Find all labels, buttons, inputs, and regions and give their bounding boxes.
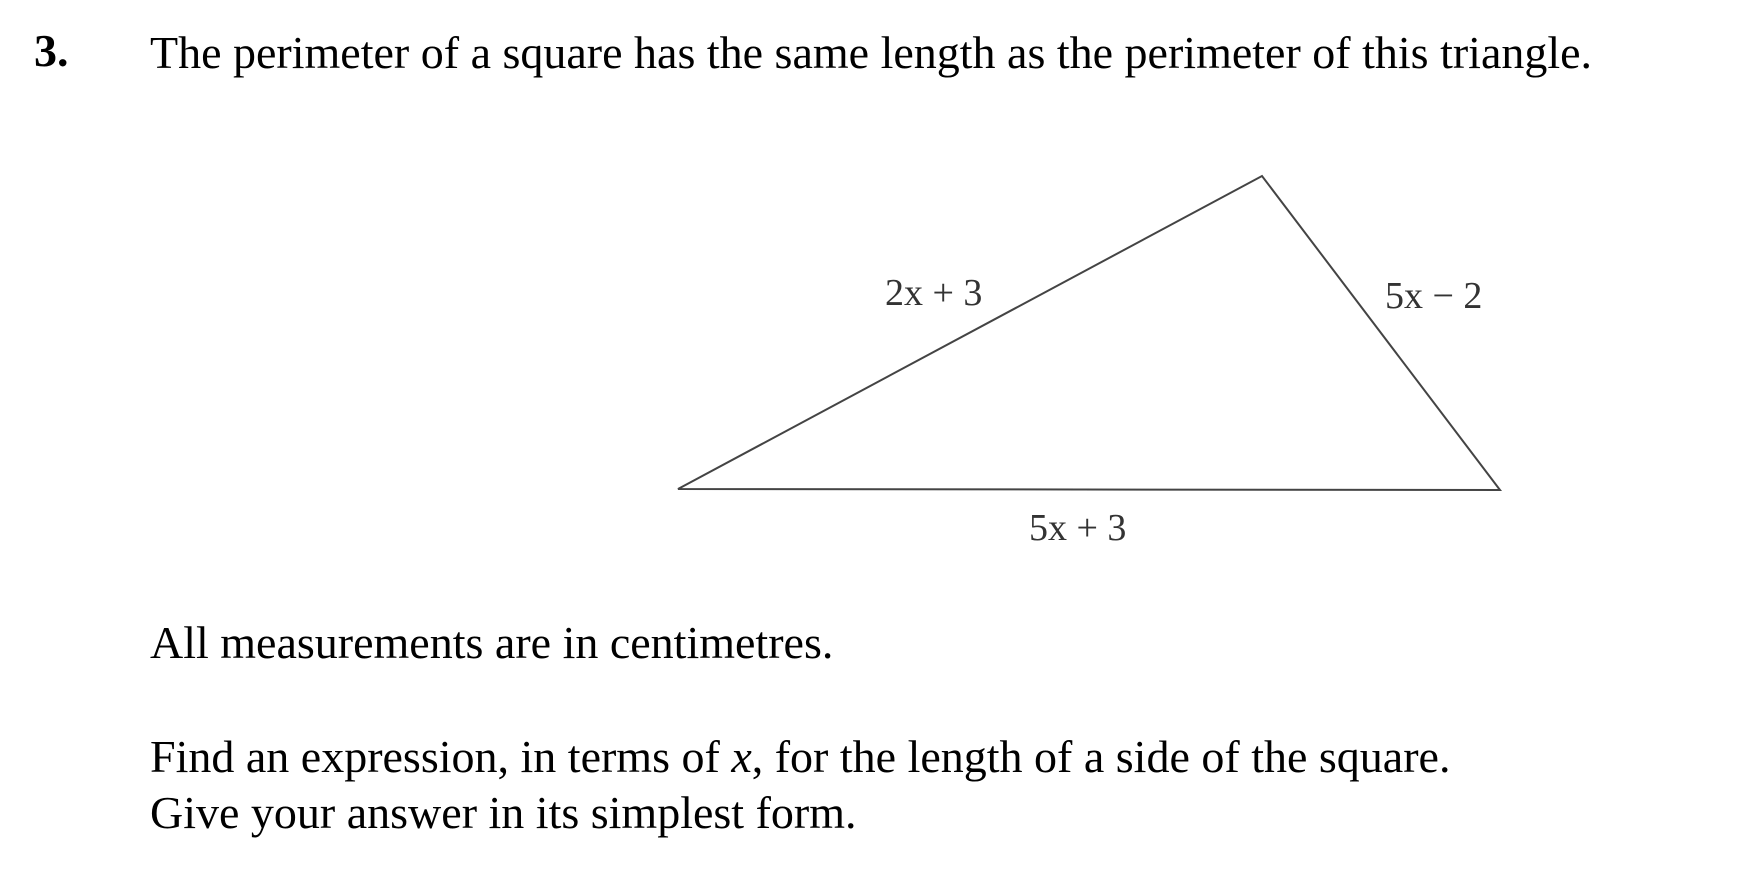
question-text: The perimeter of a square has the same length as the perimeter of this triangle. <box>150 27 1593 78</box>
measurement-note: All measurements are in centimetres. <box>150 617 834 668</box>
side-label-right: 5x − 2 <box>1385 275 1483 317</box>
question-number: 3. <box>34 25 69 76</box>
instruction-text-before-var: Find an expression, in terms of <box>150 731 732 782</box>
instruction-line-2: Give your answer in its simplest form. <box>150 787 857 838</box>
instruction-text-after-var: , for the length of a side of the square. <box>751 731 1451 782</box>
triangle <box>678 176 1500 490</box>
side-label-left: 2x + 3 <box>885 272 983 314</box>
side-label-bottom: 5x + 3 <box>1029 507 1127 549</box>
variable-x: x <box>731 731 752 782</box>
instruction-line-1 <box>150 731 1451 782</box>
